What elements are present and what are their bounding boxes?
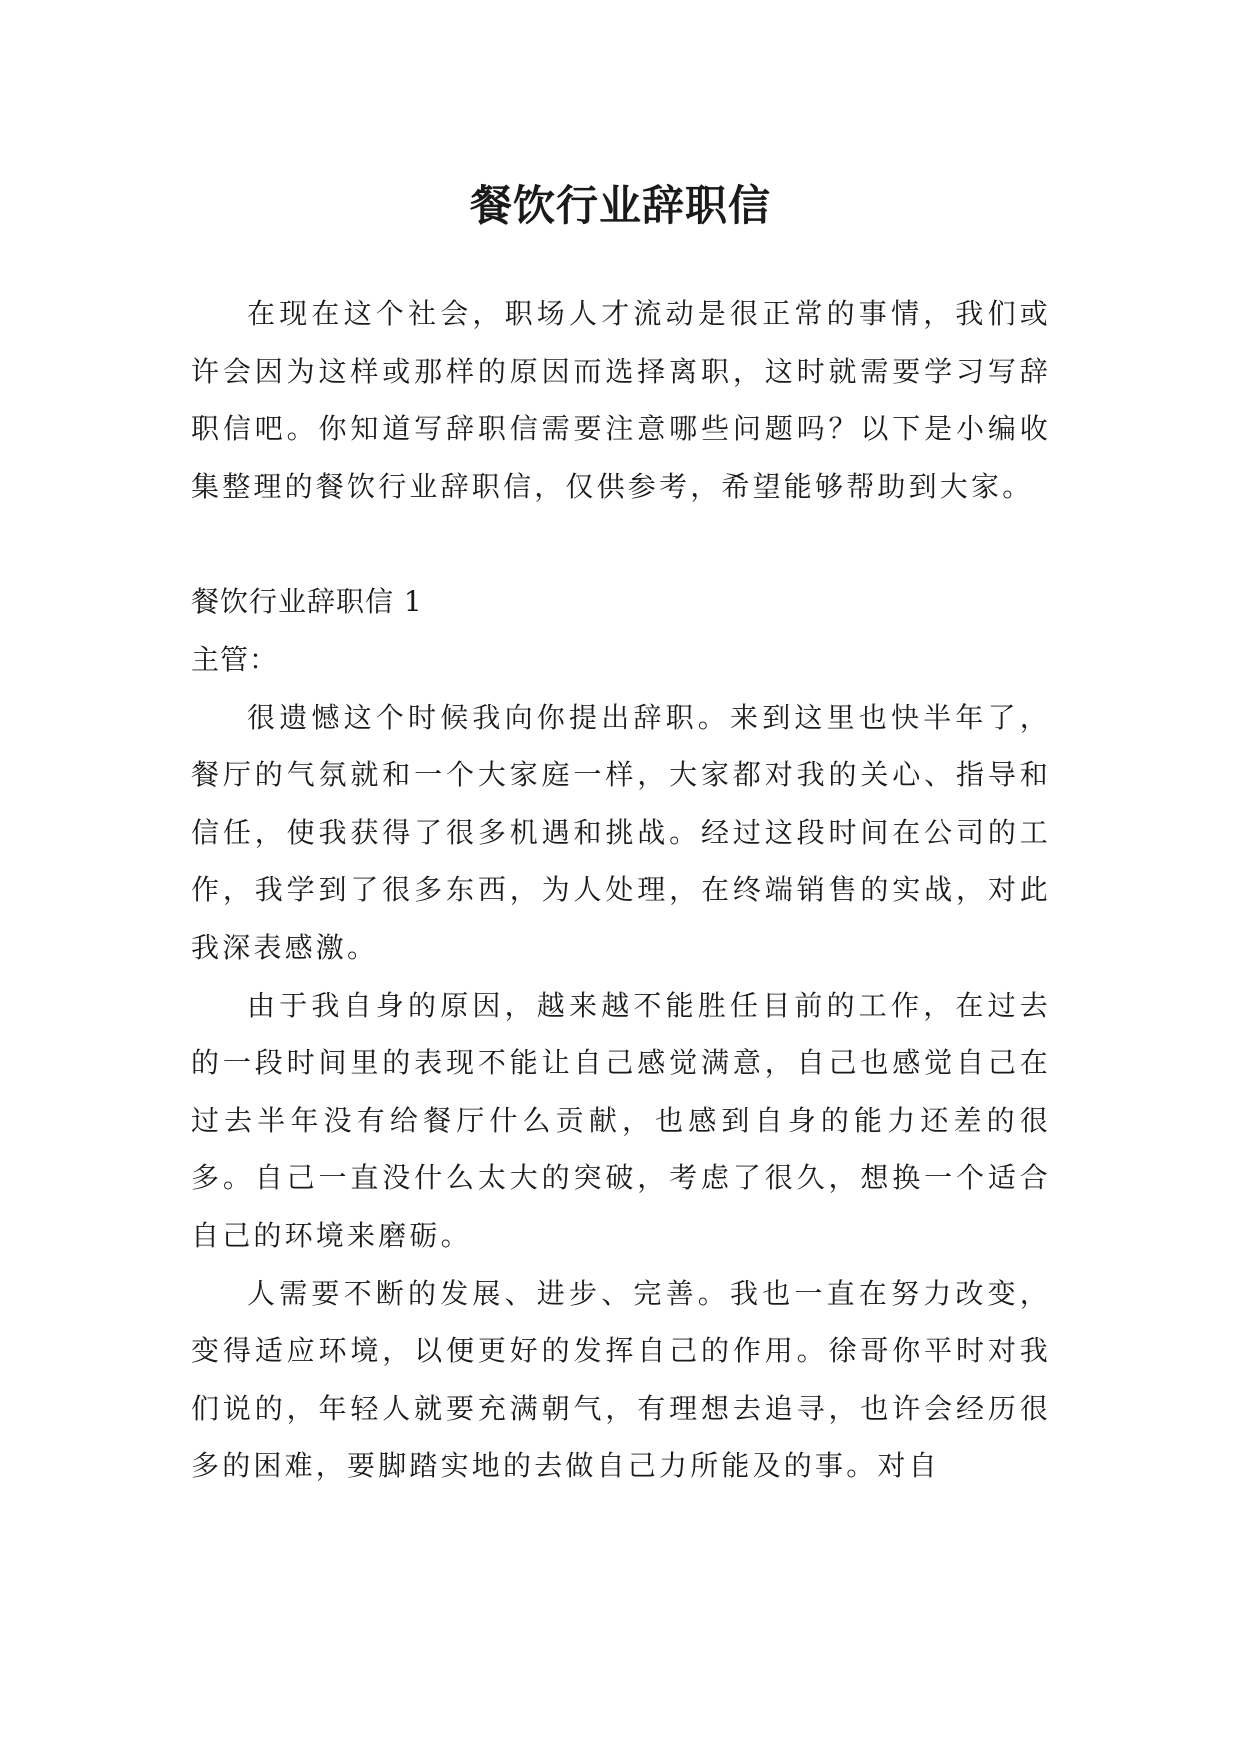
- section-heading: 餐饮行业辞职信 1: [191, 585, 423, 619]
- intro-paragraph: 在现在这个社会，职场人才流动是很正常的事情，我们或许会因为这样或那样的原因而选择离职，这时就需要学习写辞职信吧。你知道写辞职信需要注意哪些问题吗？以下是小编收集整理的餐饮行业辞职信，仅供参考，希望能够帮助到大家。: [191, 297, 1051, 503]
- document-body: [191, 285, 1051, 1495]
- salutation: 主管：: [191, 642, 279, 676]
- letter-paragraph-2: 由于我自身的原因，越来越不能胜任目前的工作，在过去的一段时间里的表现不能让自己感觉满意，自己也感觉自己在过去半年没有给餐厅什么贡献，也感到自身的能力还差的很多。自己一直没什么太大的突破，考虑了很久，想换一个适合自己的环境来磨砺。: [191, 988, 1051, 1252]
- document-title: 餐饮行业辞职信: [469, 181, 771, 231]
- letter-paragraph-3: 人需要不断的发展、进步、完善。我也一直在努力改变，变得适应环境，以便更好的发挥自己的作用。徐哥你平时对我们说的，年轻人就要充满朝气，有理想去追寻，也许会经历很多的困难，要脚踏实地的去做自己力所能及的事。对自: [191, 1276, 1051, 1483]
- letter-paragraph-1: 很遗憾这个时候我向你提出辞职。来到这里也快半年了，餐厅的气氛就和一个大家庭一样，大家都对我的关心、指导和信任，使我获得了很多机遇和挑战。经过这段时间在公司的工作，我学到了很多东西，为人处理，在终端销售的实战，对此我深表感激。: [191, 700, 1051, 964]
